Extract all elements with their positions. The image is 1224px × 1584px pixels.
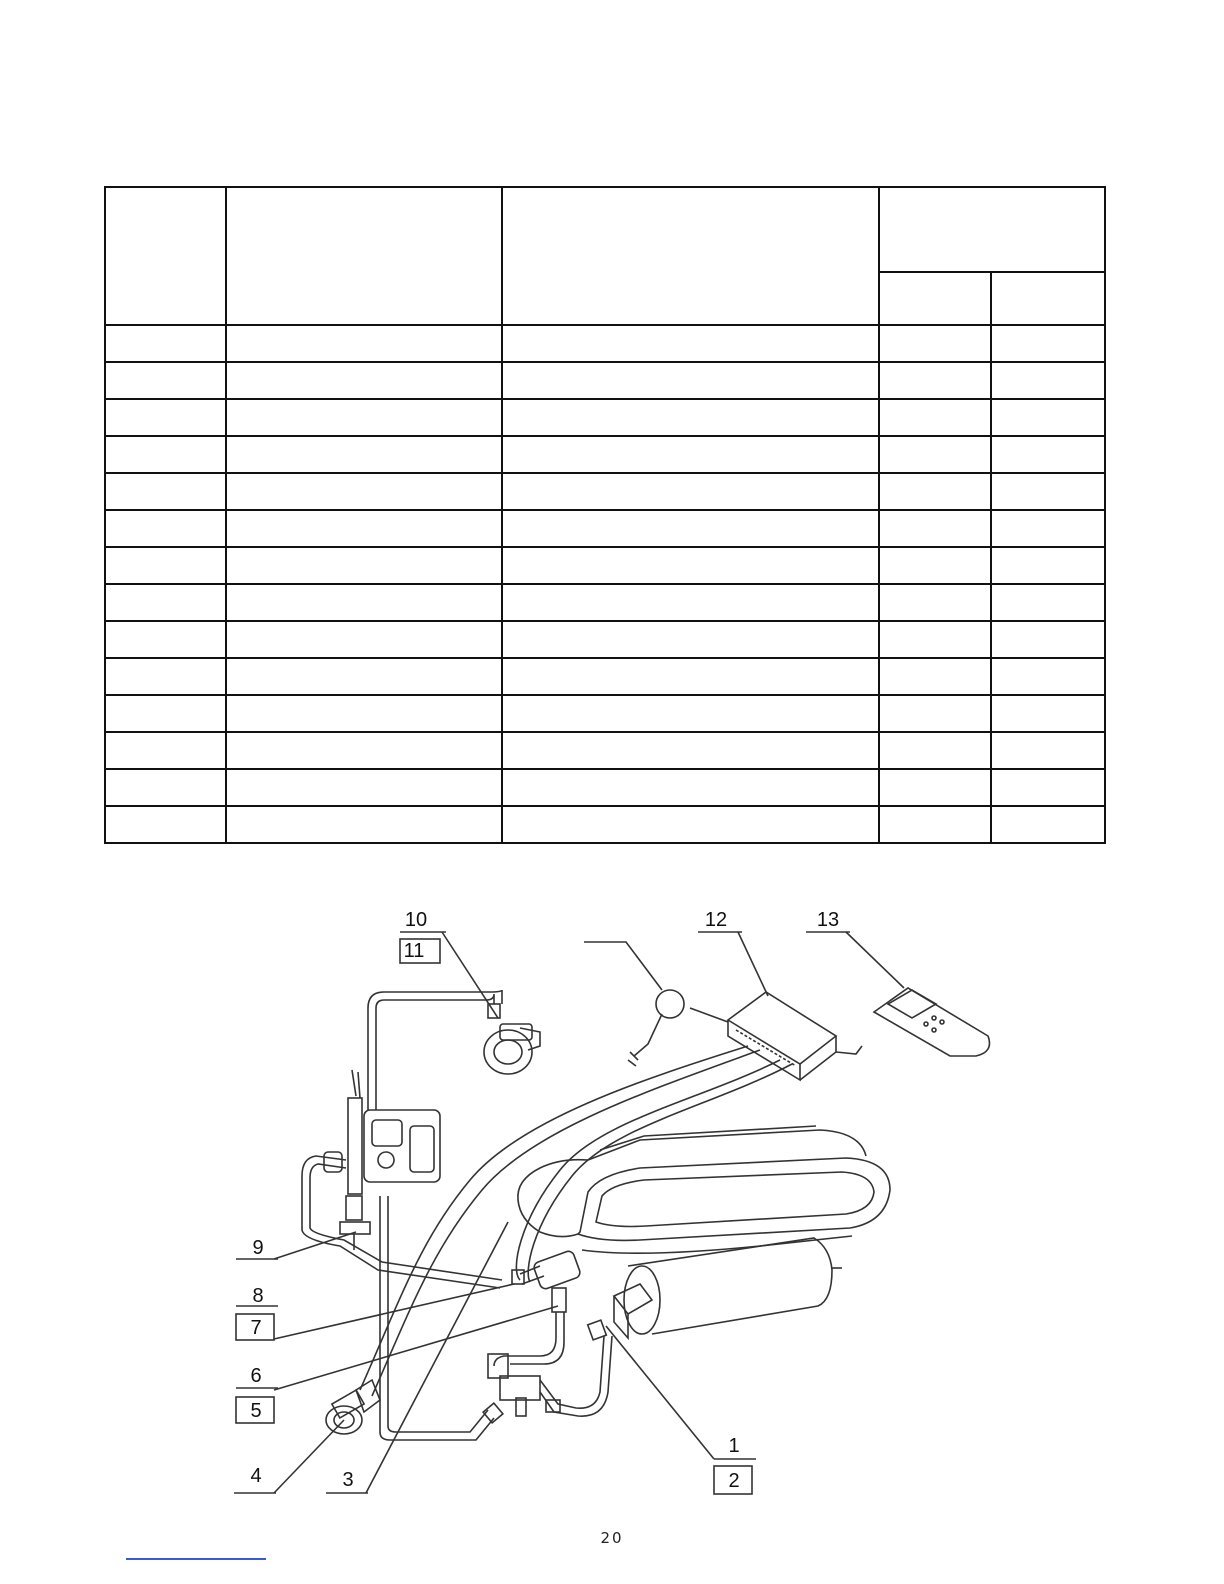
table-cell — [879, 769, 991, 806]
table-cell — [502, 769, 879, 806]
table-row — [105, 769, 1105, 806]
table-cell — [991, 732, 1105, 769]
table-cell — [991, 473, 1105, 510]
table-cell — [105, 473, 226, 510]
table-cell — [502, 325, 879, 362]
parts-table — [104, 186, 1106, 844]
header-sub-cell-2 — [991, 272, 1105, 325]
table-row — [105, 436, 1105, 473]
table-cell — [226, 362, 502, 399]
orifice-fitting — [588, 1320, 607, 1340]
table-cell — [991, 658, 1105, 695]
table-cell — [105, 769, 226, 806]
table-cell — [226, 769, 502, 806]
label-underlines — [234, 932, 850, 1494]
table-cell — [879, 399, 991, 436]
table-cell — [879, 362, 991, 399]
table-row — [105, 695, 1105, 732]
callout-8: 8 — [252, 1285, 264, 1307]
inline-fitting — [326, 1380, 380, 1434]
table-cell — [502, 436, 879, 473]
table-row — [105, 399, 1105, 436]
callout-5: 5 — [250, 1400, 262, 1422]
supply-pipe — [368, 990, 502, 1110]
table-cell — [226, 658, 502, 695]
header-group-cell — [879, 187, 1105, 272]
table-cell — [502, 584, 879, 621]
table-cell — [502, 732, 879, 769]
power-cord — [628, 990, 728, 1066]
table-row — [105, 732, 1105, 769]
table-cell — [879, 695, 991, 732]
table-cell — [991, 436, 1105, 473]
table-cell — [105, 325, 226, 362]
table-cell — [991, 806, 1105, 843]
table-cell — [502, 621, 879, 658]
header-cell-1 — [105, 187, 226, 325]
header-cell-3 — [502, 187, 879, 325]
table-cell — [879, 510, 991, 547]
table-cell — [226, 806, 502, 843]
table-cell — [502, 510, 879, 547]
table-cell — [226, 399, 502, 436]
table-cell — [105, 658, 226, 695]
table-cell — [105, 510, 226, 547]
table-cell — [105, 584, 226, 621]
remote-control — [874, 988, 990, 1056]
tee-fitting — [488, 1312, 612, 1416]
receiver-box — [728, 992, 862, 1080]
table-cell — [879, 584, 991, 621]
table-cell — [879, 547, 991, 584]
table-cell — [105, 695, 226, 732]
table-row — [105, 584, 1105, 621]
table-cell — [105, 621, 226, 658]
footer-link-underline[interactable] — [126, 1558, 266, 1560]
callout-6: 6 — [250, 1365, 262, 1387]
table-cell — [879, 806, 991, 843]
table-cell — [226, 510, 502, 547]
table-row — [105, 621, 1105, 658]
table-cell — [879, 621, 991, 658]
callout-3: 3 — [342, 1469, 354, 1491]
table-row — [105, 325, 1105, 362]
callout-11: 11 — [403, 940, 425, 962]
table-cell — [991, 399, 1105, 436]
table-cell — [879, 732, 991, 769]
table-cell — [991, 621, 1105, 658]
callout-1: 1 — [728, 1435, 740, 1457]
table-cell — [226, 695, 502, 732]
callout-12: 12 — [704, 909, 728, 931]
pilot-assembly — [512, 1250, 582, 1312]
main-gas-line — [380, 1196, 503, 1440]
table-row — [105, 547, 1105, 584]
pilot-tube — [302, 1152, 502, 1288]
callout-7: 7 — [250, 1317, 262, 1339]
table-cell — [879, 325, 991, 362]
table-row — [105, 473, 1105, 510]
table-cell — [502, 695, 879, 732]
callout-2: 2 — [728, 1470, 740, 1492]
table-cell — [502, 473, 879, 510]
table-cell — [991, 362, 1105, 399]
table-cell — [105, 732, 226, 769]
table-cell — [105, 436, 226, 473]
table-cell — [879, 436, 991, 473]
callout-13: 13 — [816, 909, 840, 931]
callout-4: 4 — [250, 1465, 262, 1487]
table-cell — [226, 436, 502, 473]
callout-9: 9 — [252, 1237, 264, 1259]
page-number: 20 — [600, 1529, 624, 1547]
header-sub-cell-1 — [879, 272, 991, 325]
table-row — [105, 362, 1105, 399]
table-cell — [226, 732, 502, 769]
table-row — [105, 806, 1105, 843]
table-cell — [105, 399, 226, 436]
table-cell — [105, 362, 226, 399]
table-cell — [879, 658, 991, 695]
gas-valve — [346, 1070, 440, 1220]
table-cell — [879, 473, 991, 510]
table-row — [105, 510, 1105, 547]
table-cell — [502, 362, 879, 399]
table-cell — [226, 547, 502, 584]
header-cell-2 — [226, 187, 502, 325]
table-cell — [226, 584, 502, 621]
table-cell — [502, 806, 879, 843]
table-cell — [226, 621, 502, 658]
table-cell — [226, 325, 502, 362]
parts-diagram — [0, 880, 1224, 1520]
table-cell — [991, 769, 1105, 806]
gas-regulator — [484, 1004, 540, 1074]
burner-assembly — [518, 1126, 890, 1253]
table-cell — [105, 547, 226, 584]
table-cell — [991, 584, 1105, 621]
callout-10: 10 — [404, 909, 428, 931]
table-cell — [226, 473, 502, 510]
table-cell — [502, 399, 879, 436]
table-cell — [991, 547, 1105, 584]
table-cell — [991, 325, 1105, 362]
table-cell — [991, 510, 1105, 547]
table-row — [105, 658, 1105, 695]
table-cell — [991, 695, 1105, 732]
table-cell — [105, 806, 226, 843]
table-cell — [502, 658, 879, 695]
table-cell — [502, 547, 879, 584]
